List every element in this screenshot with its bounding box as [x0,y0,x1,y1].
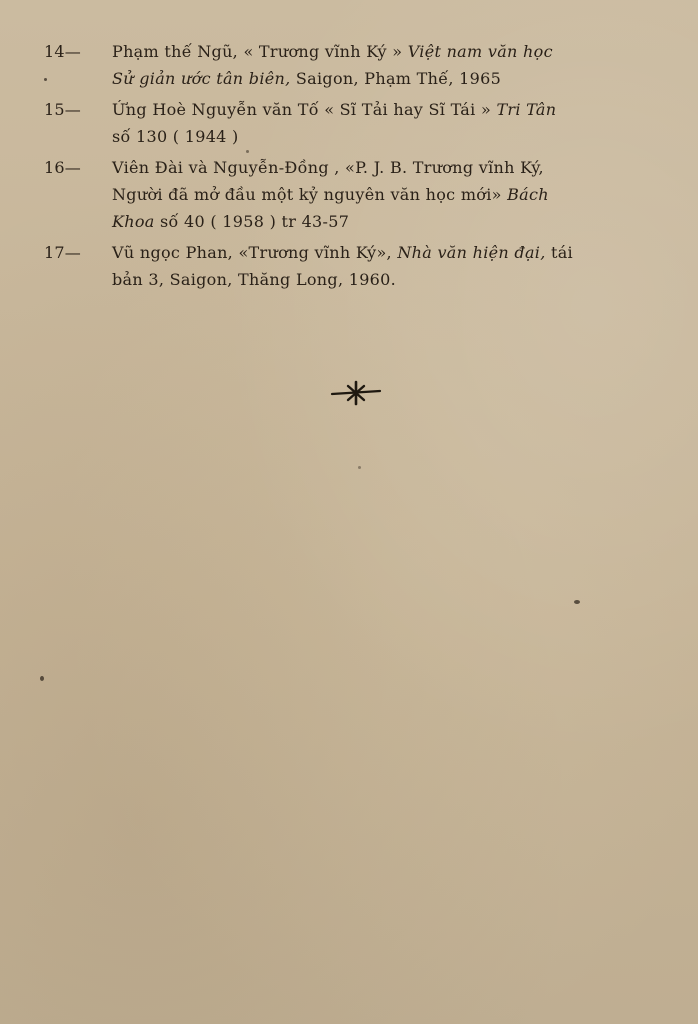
italic-title-text: Nhà văn hiện đại, [397,243,546,262]
reference-text [112,96,670,150]
italic-title-text: Bách [507,185,549,204]
reference-line [112,96,670,123]
citation-text: tái [545,243,573,262]
reference-list [44,38,670,297]
reference-text [112,38,670,92]
asterisk-ornament-icon [330,378,382,406]
reference-line [112,181,670,208]
citation-text: số 40 ( 1958 ) tr 43-57 [154,212,350,231]
citation-text: Ứng Hoè Nguyễn văn Tố « Sĩ Tải hay Sĩ Tái » [112,100,497,119]
italic-title-text: Tri Tân [496,100,557,119]
citation-text: Phạm thế Ngũ, « Trương vĩnh Ký » [112,42,408,61]
reference-entry [44,96,670,150]
reference-line [112,38,670,65]
reference-line [112,65,670,92]
italic-title-text: Việt nam văn học [407,42,553,61]
paper-speck [40,676,44,681]
citation-text: bản 3, Saigon, Thăng Long, 1960. [112,270,397,289]
paper-speck [44,78,47,81]
reference-number: 17— [44,243,81,262]
citation-text: Vũ ngọc Phan, «Trương vĩnh Ký», [112,243,398,262]
citation-text: Viên Đài và Nguyễn-Đồng , «P. J. B. Trương vĩnh Ký, [112,158,544,177]
reference-line [112,154,670,181]
italic-title-text: Khoa [112,212,155,231]
paper-speck [574,600,580,604]
reference-line [112,239,670,266]
italic-title-text: Sử giản ước tân biên, [112,69,291,88]
reference-line [112,266,670,293]
reference-entry [44,239,670,293]
reference-number: 14— [44,42,81,61]
reference-text [112,239,670,293]
paper-speck [358,466,361,469]
reference-number: 16— [44,158,81,177]
reference-entry [44,154,670,235]
reference-entry [44,38,670,92]
reference-line [112,208,670,235]
reference-line [112,123,670,150]
paper-speck [246,150,249,153]
reference-number: 15— [44,100,81,119]
citation-text: số 130 ( 1944 ) [112,127,239,146]
reference-text [112,154,670,235]
citation-text: Người đã mở đầu một kỷ nguyên văn học mới» [112,185,508,204]
citation-text: Saigon, Phạm Thế, 1965 [290,69,502,88]
